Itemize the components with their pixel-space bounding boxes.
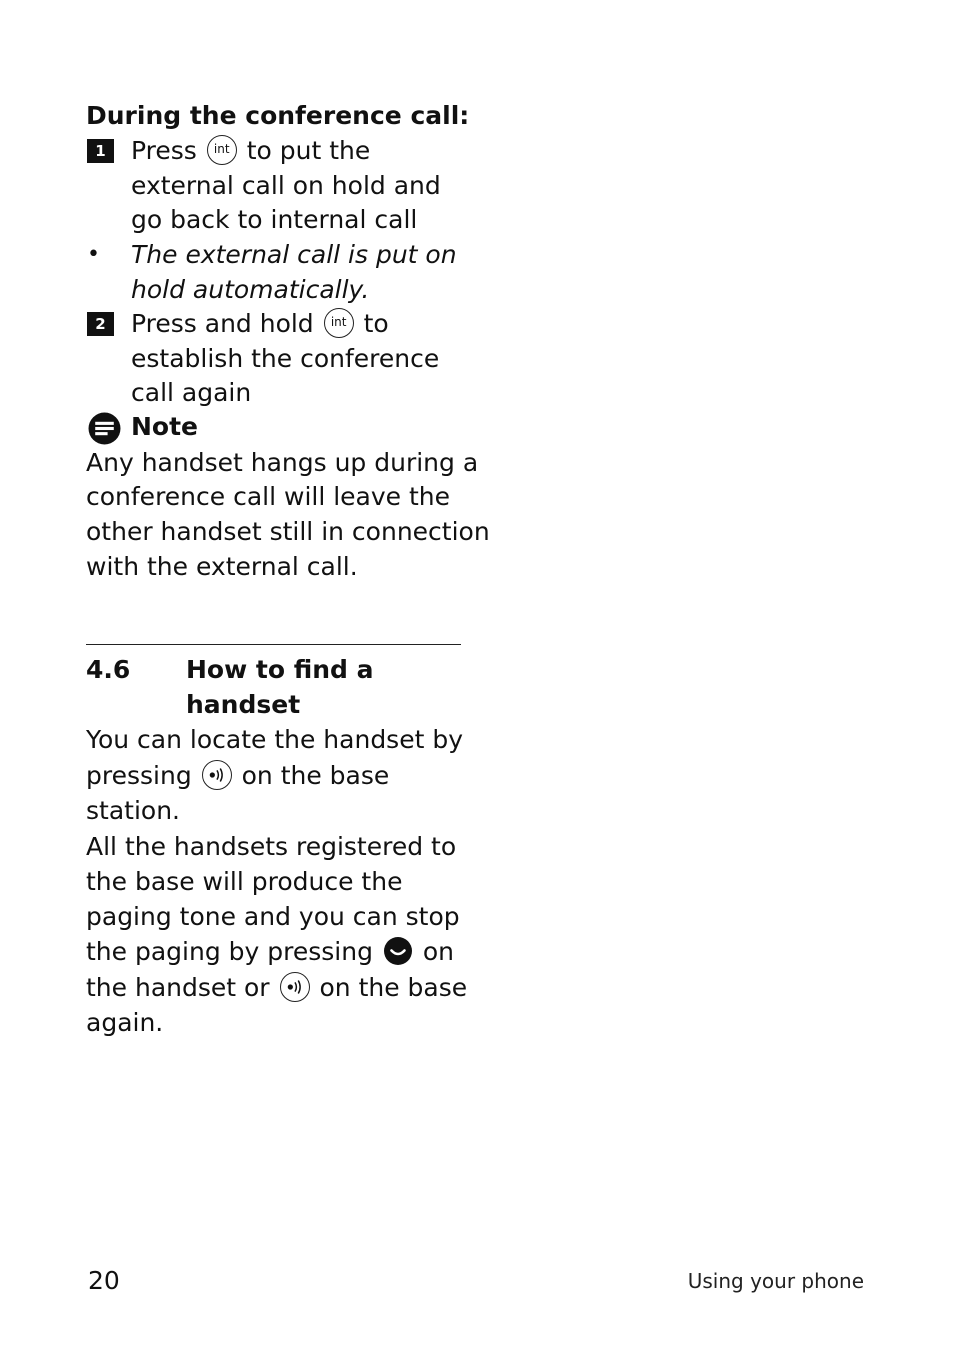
p2-line3: paging tone and you can stop: [86, 902, 460, 931]
paging-key-icon: [202, 760, 232, 790]
note-title: Note: [131, 412, 199, 441]
p1-line1: You can locate the handset by: [86, 725, 464, 754]
p1-line2-before: pressing: [86, 761, 192, 790]
note-icon: [88, 412, 121, 445]
step2-line3: call again: [131, 378, 252, 407]
result-line2: hold automatically.: [131, 275, 370, 304]
p2-line4: [86, 934, 454, 969]
note-line-3: other handset still in connection: [86, 517, 490, 546]
page-number: 20: [88, 1266, 120, 1295]
section-title-line1: How to find a: [186, 655, 374, 684]
step-number-2: 2: [87, 312, 114, 336]
p2-line2: the base will produce the: [86, 867, 403, 896]
p2-line6: again.: [86, 1008, 164, 1037]
step1-line1: [131, 133, 370, 168]
p1-line2-after: on the base: [241, 761, 390, 790]
step1-line2: external call on hold and: [131, 171, 441, 200]
p2-line4-before: the paging by pressing: [86, 937, 373, 966]
step-number-1: 1: [87, 139, 114, 163]
int-key-icon: [207, 135, 237, 165]
section-heading-during-conference: During the conference call:: [86, 101, 470, 130]
section-number: 4.6: [86, 655, 131, 684]
int-key-label: int: [213, 142, 230, 156]
p1-line3: station.: [86, 796, 180, 825]
note-line-2: conference call will leave the: [86, 482, 451, 511]
end-call-key-icon: [383, 936, 413, 966]
note-line-4: with the external call.: [86, 552, 358, 581]
p1-line2: [86, 758, 389, 793]
step2-line1: [131, 306, 389, 341]
section-divider: [86, 644, 461, 645]
paging-key-icon: [280, 972, 310, 1002]
chapter-title: Using your phone: [687, 1269, 864, 1293]
p2-line5-after: on the base: [319, 973, 468, 1002]
int-key-label: int: [330, 315, 347, 329]
step2-line2: establish the conference: [131, 344, 440, 373]
note-line-1: Any handset hangs up during a: [86, 448, 479, 477]
section-title-line2: handset: [186, 690, 301, 719]
step1-text-before: Press: [131, 136, 197, 165]
int-key-icon: [324, 308, 354, 338]
step2-text-after: to: [363, 309, 389, 338]
result-line1: The external call is put on: [131, 240, 457, 269]
result-bullet: •: [87, 242, 100, 267]
step2-text-before: Press and hold: [131, 309, 314, 338]
step1-text-after: to put the: [246, 136, 371, 165]
p2-line5: [86, 970, 467, 1005]
step1-line3: go back to internal call: [131, 205, 418, 234]
p2-line4-after: on: [422, 937, 454, 966]
p2-line1: All the handsets registered to: [86, 832, 457, 861]
p2-line5-before: the handset or: [86, 973, 270, 1002]
